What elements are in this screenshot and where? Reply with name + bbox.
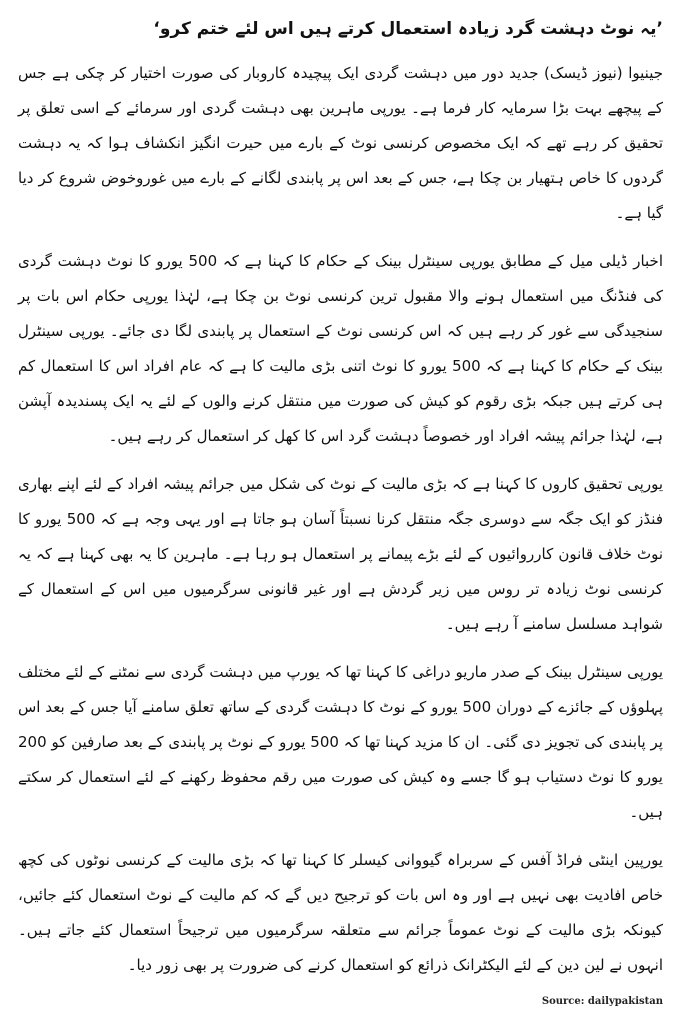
article-paragraph-3: یورپی تحقیق کاروں کا کہنا ہے کہ بڑی مالیت کے نوٹ کی شکل میں جرائم پیشہ افراد کے لئے اپنے بھاری فنڈز کو ایک جگہ سے دوسری جگہ منتقل کرنا نسبتاً آسان ہو جاتا ہے اور یہی وجہ ہے کہ 500 یورو کا نوٹ خلاف قانون کارروائیوں کے لئے بڑے پیمانے پر استعمال ہو رہا ہے۔ ماہرین کا یہ بھی کہنا ہے کہ یہ کرنسی نوٹ زیادہ تر روس میں زیر گردش ہے اور غیر قانونی سرگرمیوں میں اس کے استعمال کے شواہد مسلسل سامنے آ رہے ہیں۔ <box>18 475 663 633</box>
source-credit: Source: dailypakistan <box>541 996 663 1007</box>
article-paragraph-4: یورپی سینٹرل بینک کے صدر ماریو دراغی کا کہنا تھا کہ یورپ میں دہشت گردی سے نمٹنے کے لئے مختلف پہلوﺅں کے جائزے کے دوران 500 یورو کے نوٹ کا دہشت گردی کے ساتھ تعلق سامنے آیا جس کے بعد اس پر پابندی کی تجویز دی گئی۔ ان کا مزید کہنا تھا کہ 500 یورو کے نوٹ پر پابندی کے بعد صارفین کو 200 یورو کا نوٹ دستیاب ہو گا جسے وہ کیش کی صورت میں رقم محفوظ رکھنے کے لئے استعمال کر سکتے ہیں۔ <box>18 663 663 821</box>
article-headline: ’یہ نوٹ دہشت گرد زیادہ استعمال کرتے ہیں اس لئے ختم کرو‘ <box>153 19 663 39</box>
article-paragraph-2: اخبار ڈیلی میل کے مطابق یورپی سینٹرل بینک کے حکام کا کہنا ہے کہ 500 یورو کا نوٹ دہشت گردی کی فنڈنگ میں استعمال ہونے والا مقبول ترین کرنسی نوٹ بن چکا ہے، لہٰذا یورپی حکام اس بات پر سنجیدگی سے غور کر رہے ہیں کہ اس کرنسی نوٹ کے استعمال پر پابندی لگا دی جائے۔ یورپی سینٹرل بینک کے حکام کا کہنا ہے کہ 500 یورو کا نوٹ اتنی بڑی مالیت کا ہے کہ عام افراد اس کا استعمال کم ہی کرتے ہیں جبکہ بڑی رقوم کو کیش کی صورت میں منتقل کرنے والوں کے لئے یہ ایک پسندیدہ آپشن ہے، لہٰذا جرائم پیشہ افراد اور خصوصاً دہشت گرد اس کا کھل کر استعمال کر رہے ہیں۔ <box>18 252 664 445</box>
article-paragraph-5: یورپین اینٹی فراڈ آفس کے سربراہ گیووانی کیسلر کا کہنا تھا کہ بڑی مالیت کے کرنسی نوٹوں کی کچھ خاص افادیت بھی نہیں ہے اور وہ اس بات کو ترجیح دیں گے کہ کم مالیت کے نوٹ استعمال کئے جائیں، کیونکہ بڑی مالیت کے نوٹ عموماً جرائم سے متعلقہ سرگرمیوں میں ترجیحاً استعمال کئے جاتے ہیں۔ انہوں نے لین دین کے لئے الیکٹرانک ذرائع کو استعمال کرنے کی ضرورت پر بھی زور دیا۔ <box>18 851 663 974</box>
article-paragraph-1: جینیوا (نیوز ڈیسک) جدید دور میں دہشت گردی ایک پیچیدہ کاروبار کی صورت اختیار کر چکی ہے جس کے پیچھے بہت بڑا سرمایہ کار فرما ہے۔ یورپی ماہرین بھی دہشت گردی اور سرمائے کے اسی تعلق پر تحقیق کر رہے تھے کہ ایک مخصوص کرنسی نوٹ کے بارے میں حیرت انگیز انکشاف ہوا کہ یہ دہشت گردوں کا خاص ہتھیار بن چکا ہے، جس کے بعد اس پر پابندی لگانے کے بارے میں غوروخوض شروع کر دیا گیا ہے۔ <box>18 64 663 222</box>
